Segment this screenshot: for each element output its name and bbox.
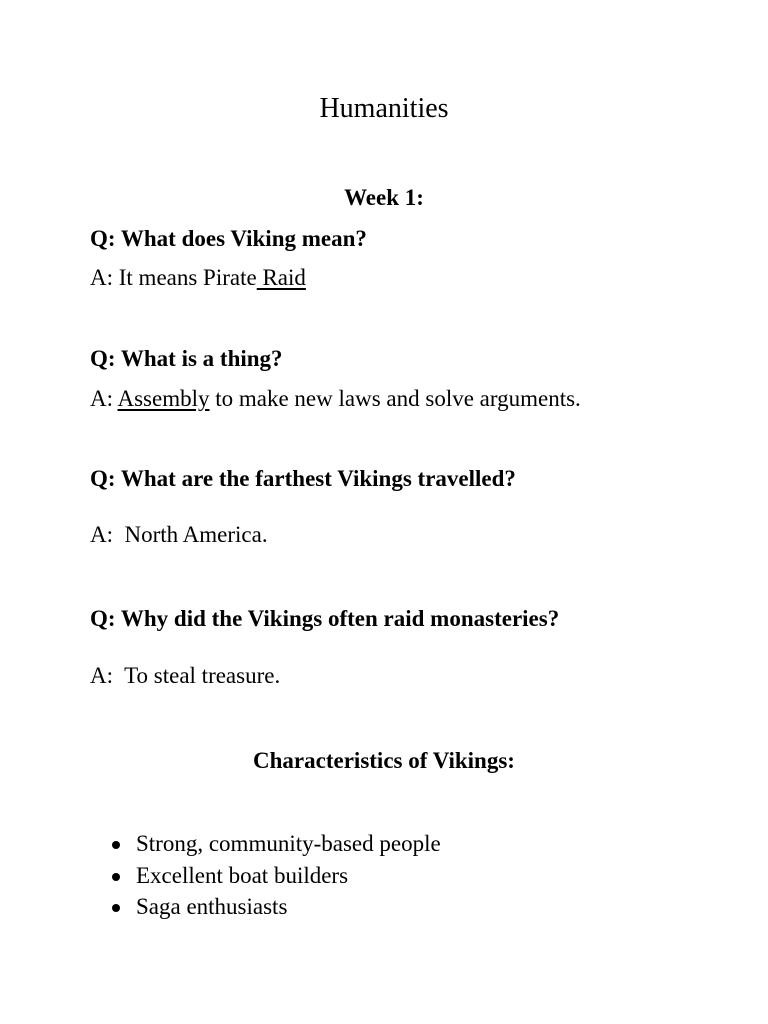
list-item-text: Excellent boat builders <box>136 862 349 888</box>
list-item <box>112 862 441 894</box>
answer-3-text: A: North America. <box>90 522 268 547</box>
document-title: Humanities <box>319 93 449 124</box>
answer-2 <box>90 386 581 412</box>
answer-2-text: A: <box>90 386 118 411</box>
bullet-icon <box>112 841 120 849</box>
characteristics-list <box>112 830 441 925</box>
question-3: Q: What are the farthest Vikings travelled? <box>90 466 516 491</box>
question-2: Q: What is a thing? <box>90 346 283 371</box>
list-item <box>112 830 441 862</box>
question-4: Q: Why did the Vikings often raid monasteries? <box>90 606 560 631</box>
answer-4-text: A: To steal treasure. <box>90 663 281 688</box>
answer-4 <box>90 663 280 689</box>
list-item-text: Saga enthusiasts <box>136 894 288 919</box>
bullet-icon <box>112 873 120 881</box>
list-item <box>112 893 441 925</box>
answer-2-suffix: to make new laws and solve arguments. <box>209 386 581 411</box>
answer-1-underlined: Raid <box>256 265 306 290</box>
answer-2-underlined: Assembly <box>117 386 210 411</box>
answer-3 <box>90 522 268 548</box>
list-item-text: Strong, community-based people <box>136 831 441 856</box>
question-1: Q: What does Viking mean? <box>90 226 367 251</box>
answer-1 <box>90 265 306 291</box>
bullet-icon <box>112 904 120 912</box>
characteristics-heading: Characteristics of Vikings: <box>253 748 515 773</box>
answer-1-text: A: It means Pirate <box>90 265 257 290</box>
week-heading: Week 1: <box>344 185 424 210</box>
